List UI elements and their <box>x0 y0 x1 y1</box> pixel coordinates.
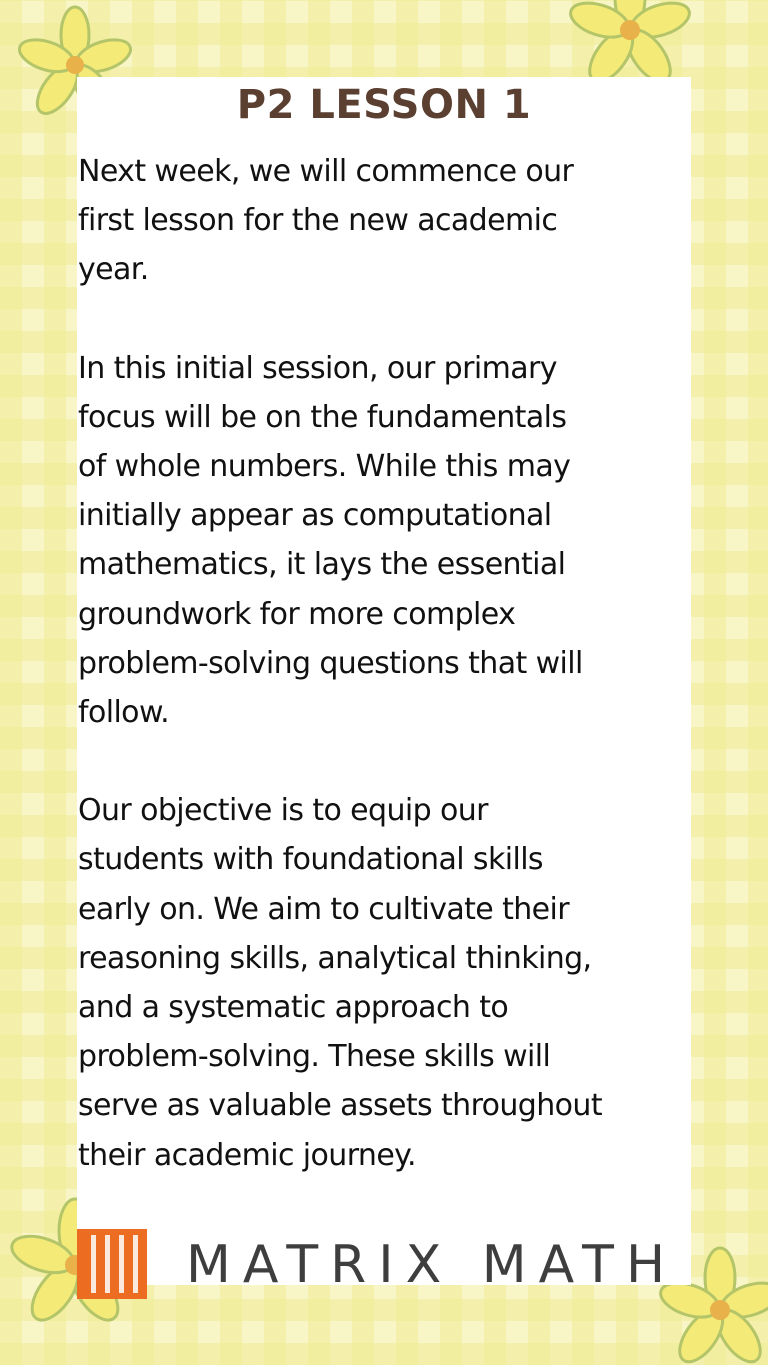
text-line: problem-solving. These skills will <box>78 1039 551 1075</box>
brand-name: MATRIX MATH <box>186 1235 678 1295</box>
paragraph-focus <box>78 344 718 738</box>
text-line: focus will be on the fundamentals <box>78 399 567 435</box>
text-line: first lesson for the new academic <box>78 203 558 239</box>
logo-bar <box>133 1235 138 1293</box>
logo-bar <box>119 1235 124 1293</box>
logo-bar <box>91 1235 96 1293</box>
paragraph-objective <box>78 786 718 1180</box>
text-line: problem-solving questions that will <box>78 645 583 681</box>
matrix-math-logo-icon <box>77 1229 147 1299</box>
page-title: P2 LESSON 1 <box>236 82 532 128</box>
lesson-description <box>78 147 718 1229</box>
paragraph-intro <box>78 147 718 295</box>
text-line: initially appear as computational <box>78 498 552 534</box>
logo-bar <box>105 1235 110 1293</box>
text-line: students with foundational skills <box>78 842 543 878</box>
text-line: serve as valuable assets throughout <box>78 1088 602 1124</box>
text-line: of whole numbers. While this may <box>78 449 571 485</box>
text-line: reasoning skills, analytical thinking, <box>78 940 592 976</box>
text-line: year. <box>78 252 149 288</box>
text-line: and a systematic approach to <box>78 990 509 1026</box>
text-line: Next week, we will commence our <box>78 154 574 189</box>
text-line: In this initial session, our primary <box>78 350 557 386</box>
text-line: groundwork for more complex <box>78 596 516 632</box>
text-line: their academic journey. <box>78 1137 416 1173</box>
text-line: mathematics, it lays the essential <box>78 547 566 583</box>
text-line: Our objective is to equip our <box>78 793 488 829</box>
text-line: early on. We aim to cultivate their <box>78 891 570 927</box>
text-line: follow. <box>78 695 170 731</box>
